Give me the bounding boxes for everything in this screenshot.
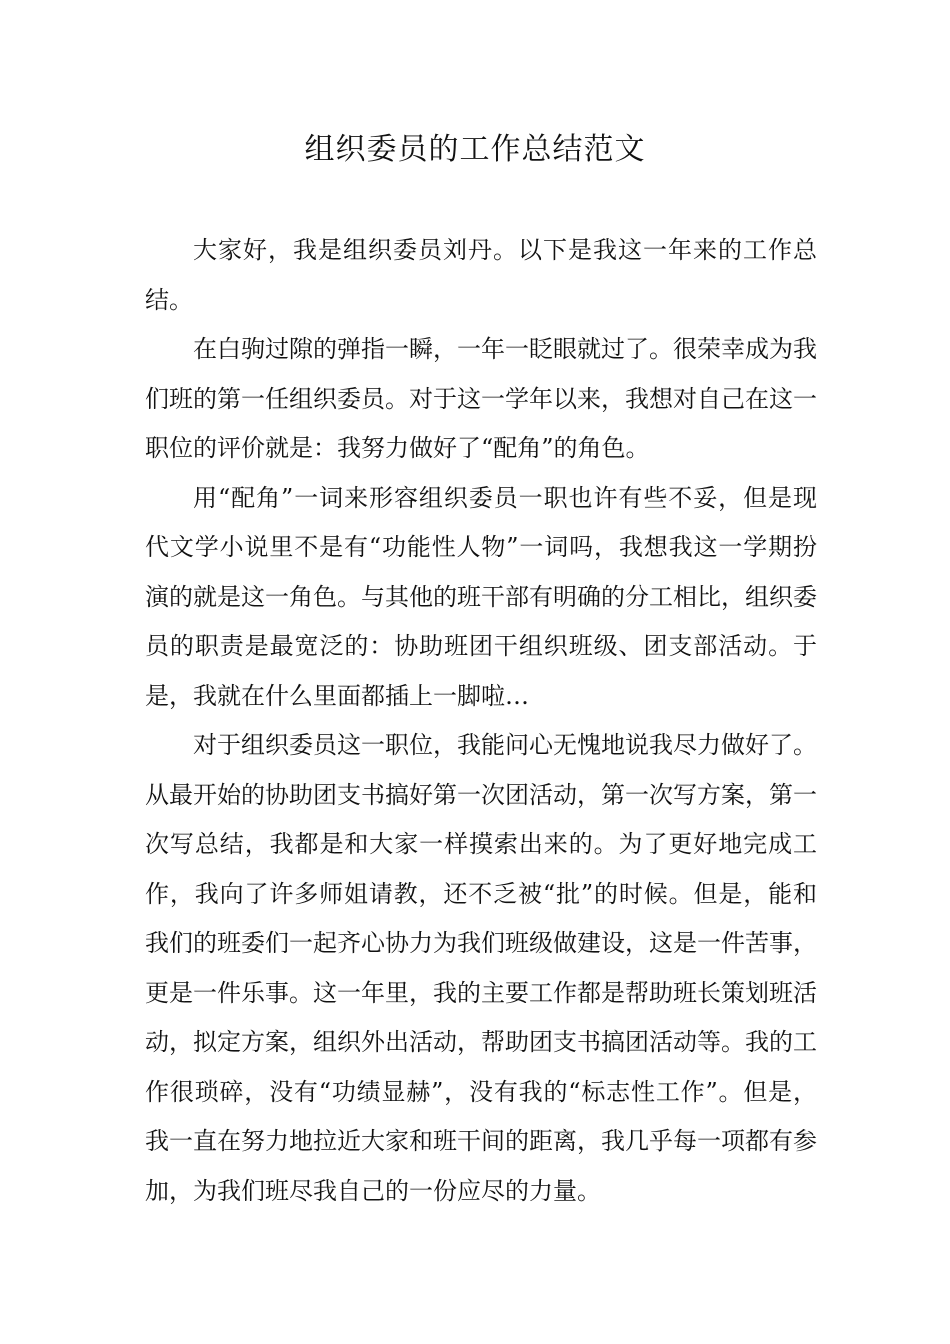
paragraph-supporting-role: 在白驹过隙的弹指一瞬，一年一眨眼就过了。很荣幸成为我们班的第一任组织委员。对于这一学年以来，我想对自己在这一职位的评价就是：我努力做好了“配角”的角色。 [145,335,817,462]
document-title: 组织委员的工作总结范文 [304,132,646,167]
paragraph-greeting: 大家好，我是组织委员刘丹。以下是我这一年来的工作总结。 [145,236,817,314]
paragraph-functional-character: 用“配角”一词来形容组织委员一职也许有些不妥，但是现代文学小说里不是有“功能性人物”一词吗，我想我这一学期扮演的就是这一角色。与其他的班干部有明确的分工相比，组织委员的职责是最宽泛的：协助班团干组织班级、团支部活动。于是，我就在什么里面都插上一脚啦… [145,483,817,710]
paragraph-work-review: 对于组织委员这一职位，我能问心无愧地说我尽力做好了。从最开始的协助团支书搞好第一次团活动，第一次写方案，第一次写总结，我都是和大家一样摸索出来的。为了更好地完成工作，我向了许多师姐请教，还不乏被“批”的时候。但是，能和我们的班委们一起齐心协力为我们班级做建设，这是一件苦事，更是一件乐事。这一年里，我的主要工作都是帮助班长策划班活动，拟定方案，组织外出活动，帮助团支书搞团活动等。我的工作很琐碎，没有“功绩显赫”，没有我的“标志性工作”。但是，我一直在努力地拉近大家和班干间的距离，我几乎每一项都有参加，为我们班尽我自己的一份应尽的力量。 [145,731,817,1205]
document-body [145,226,817,1216]
